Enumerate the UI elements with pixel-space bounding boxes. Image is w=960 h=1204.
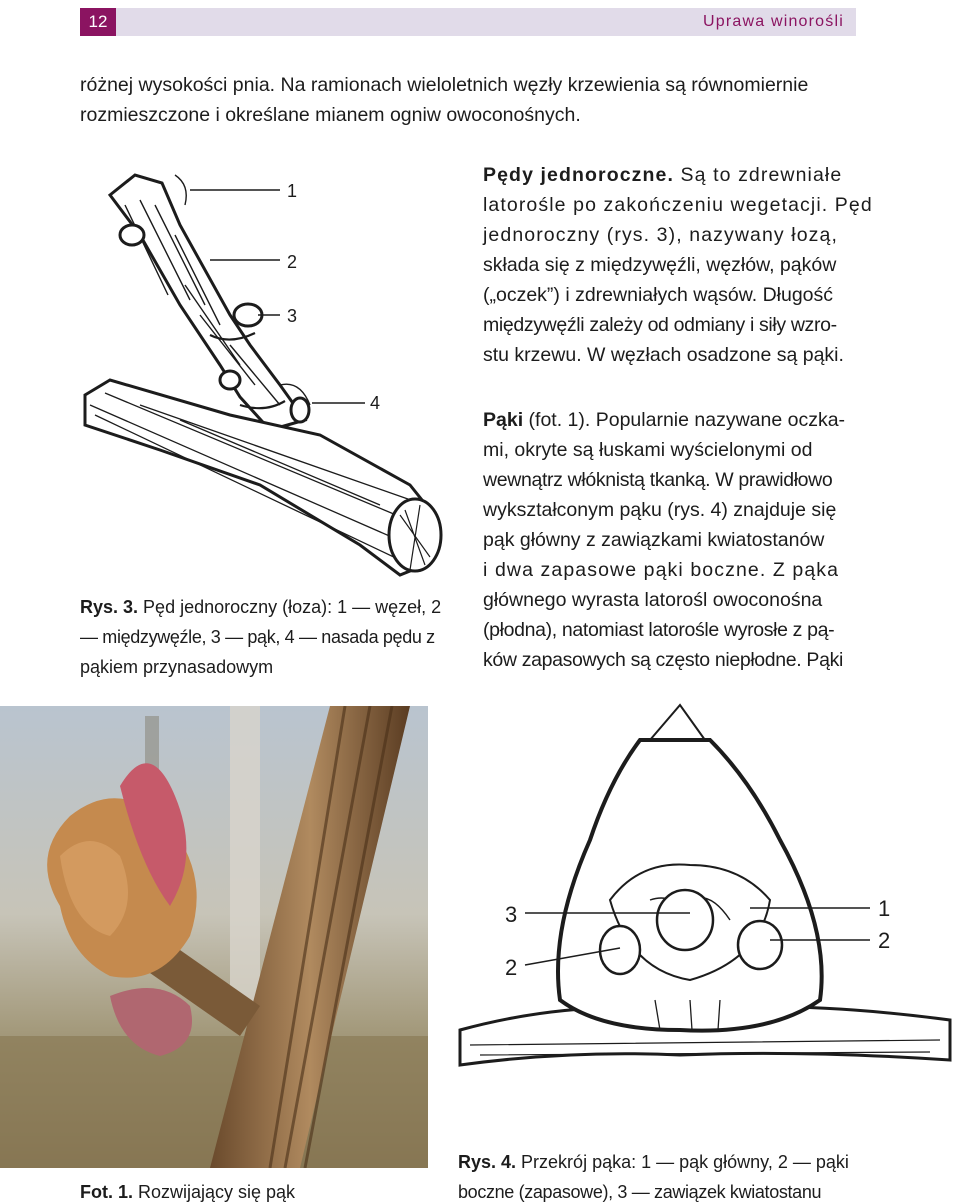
buds-line-9: ków zapasowych są często niepłodne. Pąki [483,649,843,671]
fig4-label-2-left: 2 [505,955,518,980]
buds-line-6: i dwa zapasowe pąki boczne. Z pąka [483,559,840,581]
page-number: 12 [80,8,116,36]
term-buds: Pąki [483,409,524,431]
fig4-label-2-right: 2 [878,928,891,953]
photo-developing-bud [0,706,428,1168]
buds-line-2: mi, okryte są łuskami wyścielonymi od [483,439,813,461]
fig3-caption-line-2: — międzywęźle, 3 — pąk, 4 — nasada pędu z [80,627,435,647]
shoots-line-2: latorośle po zakończeniu wegetacji. Pęd [483,194,873,216]
fig4-caption-label: Rys. 4. [458,1152,517,1172]
fig4-label-1: 1 [878,896,891,921]
paragraph-shoots [483,160,883,370]
figure-4-bud-cross-section [450,700,960,1130]
fig3-label-1: 1 [287,181,298,201]
buds-line-1: Pąki (fot. 1). Popularnie nazywane oczka- [483,409,846,431]
fig4-caption-line-2: boczne (zapasowe), 3 — zawiązek kwiatostanu [458,1182,822,1202]
fig4-label-3: 3 [505,902,518,927]
figure-3-caption: Rys. 3. Pęd jednoroczny (łoza): 1 — węzeł, 2 — międzywęźle, 3 — pąk, 4 — nasada pędu z pąkiem przynasadowym [80,592,466,682]
shoots-line-4: składa się z międzywęźli, węzłów, pąków [483,254,837,276]
buds-line-5: pąk główny z zawiązkami kwiatostanów [483,529,825,551]
buds-line-3: wewnątrz włóknistą tkanką. W prawidłowo [483,469,833,491]
shoots-line-3: jednoroczny (rys. 3), nazywany łozą, [483,224,838,246]
bud-section-illustration [460,705,950,1065]
shoots-line-7: stu krzewu. W węzłach osadzone są pąki. [483,344,844,366]
fig3-label-2: 2 [287,252,298,272]
paragraph-buds [483,405,883,675]
shoots-line-5: („oczek”) i zdrewniałych wąsów. Długość [483,284,834,306]
fig3-label-4: 4 [370,393,381,413]
buds-line-8: (płodna), natomiast latorośle wyrosłe z pą- [483,619,835,641]
photo-caption: Fot. 1. Rozwijający się pąk [80,1182,296,1202]
intro-paragraph [80,70,860,130]
figure-4-caption: Rys. 4. Przekrój pąka: 1 — pąk główny, 2 — pąki boczne (zapasowe), 3 — zawiązek kwiatostanu [458,1147,868,1204]
intro-line-1: różnej wysokości pnia. Na ramionach wieloletnich węzły krzewienia są równomiernie [80,74,809,96]
figure-3-cane-drawing [80,165,480,585]
fig3-caption-label: Rys. 3. [80,597,139,617]
shoots-line-1: Pędy jednoroczne. Są to zdrewniałe [483,164,843,186]
photo-caption-label: Fot. 1. [80,1182,133,1202]
fig3-caption-line-3: pąkiem przynasadowym [80,657,274,677]
fig3-label-3: 3 [287,306,298,326]
intro-line-2: rozmieszczone i określane mianem ogniw owoconośnych. [80,104,581,126]
shoots-line-6: międzywęźli zależy od odmiany i siły wzro- [483,314,837,336]
buds-line-4: wykształconym pąku (rys. 4) znajduje się [483,499,837,521]
term-shoots: Pędy jednoroczne. [483,164,674,186]
buds-line-7: głównego wyrasta latorośl owoconośna [483,589,823,611]
running-title: Uprawa winorośli [702,13,844,30]
